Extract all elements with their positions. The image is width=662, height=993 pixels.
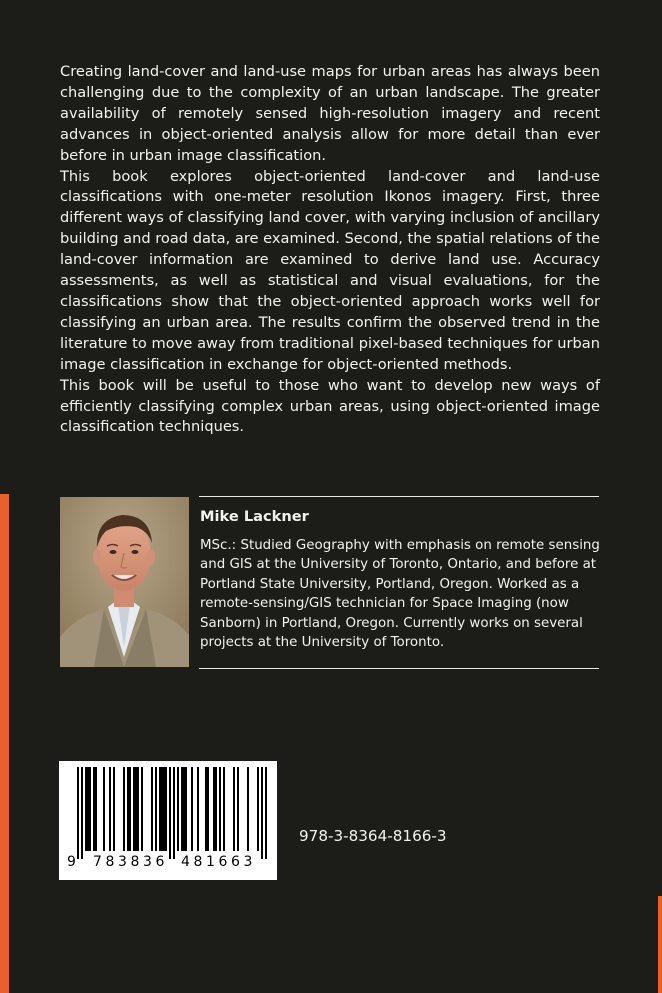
barcode-bar: [95, 767, 97, 851]
barcode-bar: [265, 767, 267, 859]
barcode-bar: [103, 767, 105, 851]
barcode-bar: [109, 767, 111, 851]
barcode-bar: [185, 767, 187, 851]
barcode-digit-lead: 9: [67, 854, 76, 870]
barcode-bar: [207, 767, 209, 851]
blurb-paragraph-3: This book will be useful to those who want to develop new ways of efficiently classifying complex urban areas, using object-oriented image classification techniques.: [60, 376, 600, 436]
barcode-bar: [173, 767, 175, 859]
barcode-bar: [233, 767, 235, 851]
barcode-bar: [257, 767, 259, 851]
barcode-bar: [127, 767, 129, 851]
barcode-bar: [137, 767, 139, 851]
barcode-bar: [219, 767, 221, 851]
barcode-bar: [169, 767, 171, 859]
barcode-bar: [141, 767, 143, 851]
barcode-bar: [81, 767, 83, 859]
accent-strip-right: [658, 896, 662, 993]
author-name: Mike Lackner: [200, 508, 309, 525]
isbn-number: 978-3-8364-8166-3: [299, 827, 447, 845]
barcode-bar: [213, 767, 215, 851]
barcode-bar: [135, 767, 137, 851]
barcode-bar: [123, 767, 125, 851]
barcode-bar: [183, 767, 185, 851]
barcode-bar: [163, 767, 165, 851]
barcode-bar: [155, 767, 157, 851]
barcode-bar: [129, 767, 131, 851]
barcode-bar: [93, 767, 95, 851]
barcode-bar: [113, 767, 115, 851]
barcode-bar: [197, 767, 199, 851]
barcode-bar: [77, 767, 79, 859]
barcode-bar: [223, 767, 225, 851]
barcode-bar: [151, 767, 153, 851]
barcode-bar: [87, 767, 89, 851]
barcode-bar: [205, 767, 207, 851]
barcode-bar: [237, 767, 239, 851]
barcode-digits-right: 481663: [181, 854, 257, 870]
back-cover-blurb: [60, 62, 600, 438]
author-bio: MSc.: Studied Geography with emphasis on remote sensing and GIS at the University of Toronto, Ontario, and before at Portland State University, Portland, Oregon. Worked as a remote-sensing/GIS technician for Space Imaging (now Sanborn) in Portland, Oregon. Currently works on several projects at the University of Toronto.: [200, 538, 600, 651]
barcode-digits: [59, 854, 277, 876]
barcode-bar: [89, 767, 91, 851]
barcode-bar: [215, 767, 217, 851]
barcode-bar: [181, 767, 183, 851]
barcode-bar: [133, 767, 135, 851]
author-photo: [60, 497, 189, 667]
isbn-barcode: [59, 761, 277, 880]
barcode-bar: [165, 767, 167, 851]
accent-strip-left: [0, 494, 9, 993]
author-divider-bottom: [199, 668, 599, 669]
author-divider-top: [199, 496, 599, 497]
barcode-bar: [191, 767, 193, 851]
barcode-bar: [159, 767, 161, 851]
barcode-digits-left: 783836: [93, 854, 169, 870]
barcode-bar: [177, 767, 179, 851]
barcode-bar: [85, 767, 87, 851]
barcode-bar: [261, 767, 263, 859]
barcode-bar: [247, 767, 249, 851]
barcode-bar: [161, 767, 163, 851]
blurb-paragraph-1: Creating land-cover and land-use maps for urban areas has always been challenging due to the complexity of an urban landscape. The greater availability of remotely sensed high-resolution imagery and recent advances in object-oriented analysis allow for more detail than ever before in urban image classification.: [60, 63, 600, 164]
blurb-paragraph-2: This book explores object-oriented land-cover and land-use classifications with one-meter resolution Ikonos imagery. First, three different ways of classifying land cover, with varying inclusion of ancillary building and road data, are examined. Second, the spatial relations of the land-cover information are examined to derive land use. Accuracy assessments, as well as statistical and visual evaluations, for the classifications show that the object-oriented approach works well for classifying an urban area. The results confirm the observed trend in the literature to move away from traditional pixel-based techniques for urban image classification in exchange for object-oriented methods.: [60, 167, 600, 373]
